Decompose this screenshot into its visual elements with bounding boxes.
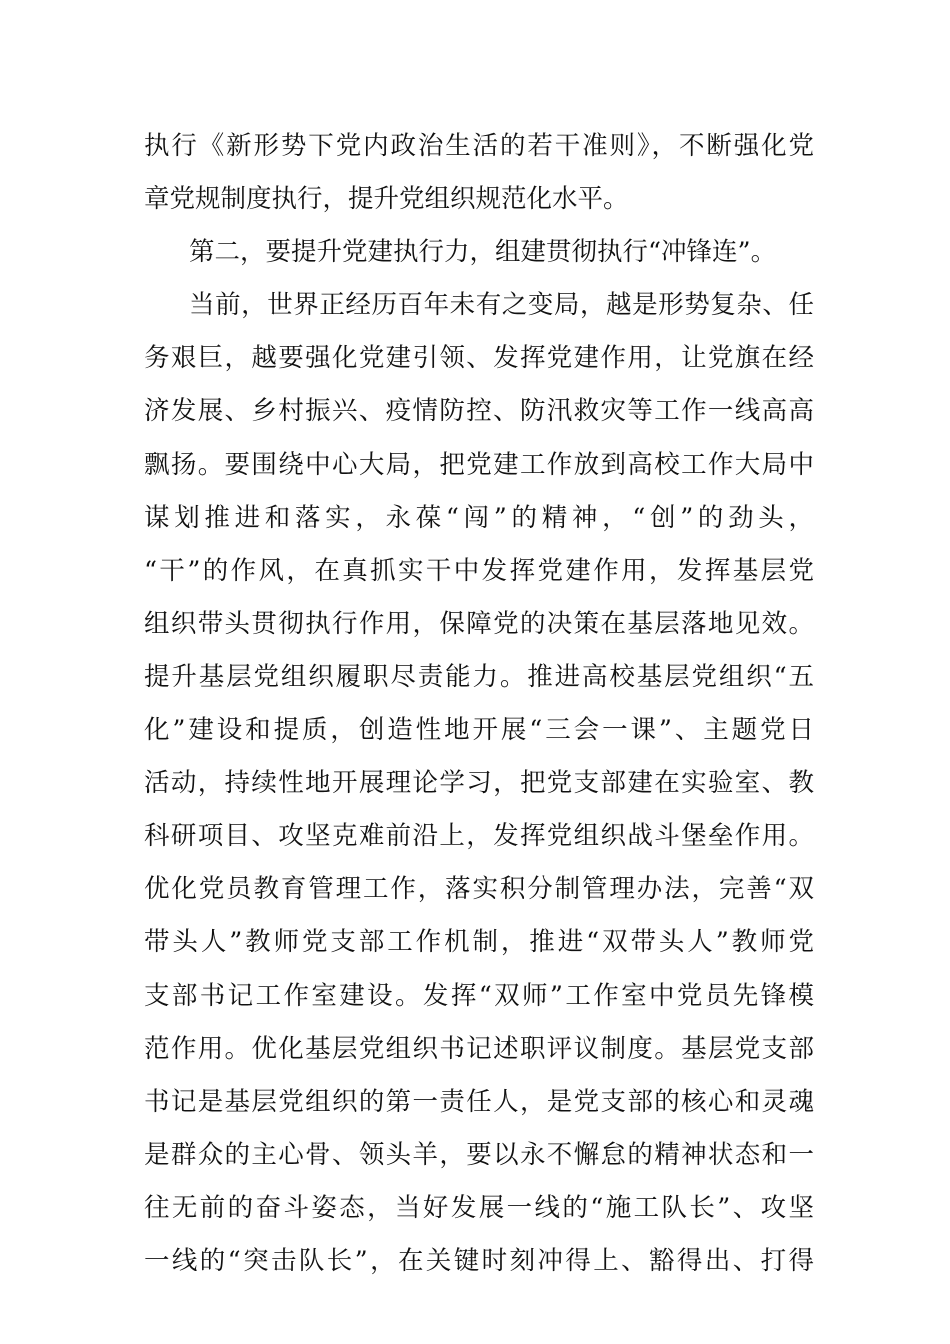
text-line: 组织带头贯彻执行作用，保障党的决策在基层落地见效。 — [144, 608, 814, 639]
text-line: 执行《新形势下党内政治生活的若干准则》，不断强化党 — [144, 131, 814, 161]
text-line: 活动，持续性地开展理论学习，把党支部建在实验室、教 — [144, 768, 814, 799]
text-line: 优化党员教育管理工作，落实积分制管理办法，完善“双 — [144, 874, 814, 905]
text-line: 飘扬。要围绕中心大局，把党建工作放到高校工作大局中 — [144, 449, 814, 480]
text-line: 支部书记工作室建设。发挥“双师”工作室中党员先锋模 — [144, 980, 814, 1011]
document-body — [144, 120, 814, 1288]
text-line: “干”的作风，在真抓实干中发挥党建作用，发挥基层党 — [144, 555, 814, 586]
text-line: 一线的“突击队长”，在关键时刻冲得上、豁得出、打得 — [144, 1245, 814, 1276]
text-line: 范作用。优化基层党组织书记述职评议制度。基层党支部 — [144, 1033, 814, 1064]
text-line: 务艰巨，越要强化党建引领、发挥党建作用，让党旗在经 — [144, 343, 814, 374]
text-line: 济发展、乡村振兴、疫情防控、防汛救灾等工作一线高高 — [144, 396, 814, 427]
text-line: 往无前的奋斗姿态，当好发展一线的“施工队长”、攻坚 — [144, 1192, 814, 1223]
text-line: 科研项目、攻坚克难前沿上，发挥党组织战斗堡垒作用。 — [144, 821, 814, 852]
text-line: 带头人”教师党支部工作机制，推进“双带头人”教师党 — [144, 927, 814, 958]
text-line: 书记是基层党组织的第一责任人，是党支部的核心和灵魂 — [144, 1086, 814, 1117]
text-line: 当前，世界正经历百年未有之变局，越是形势复杂、任 — [189, 290, 814, 321]
text-line: 提升基层党组织履职尽责能力。推进高校基层党组织“五 — [144, 661, 814, 692]
text-line: 章党规制度执行，提升党组织规范化水平。 — [144, 184, 629, 215]
section-heading: 第二，要提升党建执行力，组建贯彻执行“冲锋连”。 — [189, 237, 777, 268]
text-line: 谋划推进和落实，永葆“闯”的精神，“创”的劲头， — [144, 502, 814, 533]
text-line: 是群众的主心骨、领头羊，要以永不懈怠的精神状态和一 — [144, 1139, 814, 1170]
text-line: 化”建设和提质，创造性地开展“三会一课”、主题党日 — [144, 715, 814, 746]
